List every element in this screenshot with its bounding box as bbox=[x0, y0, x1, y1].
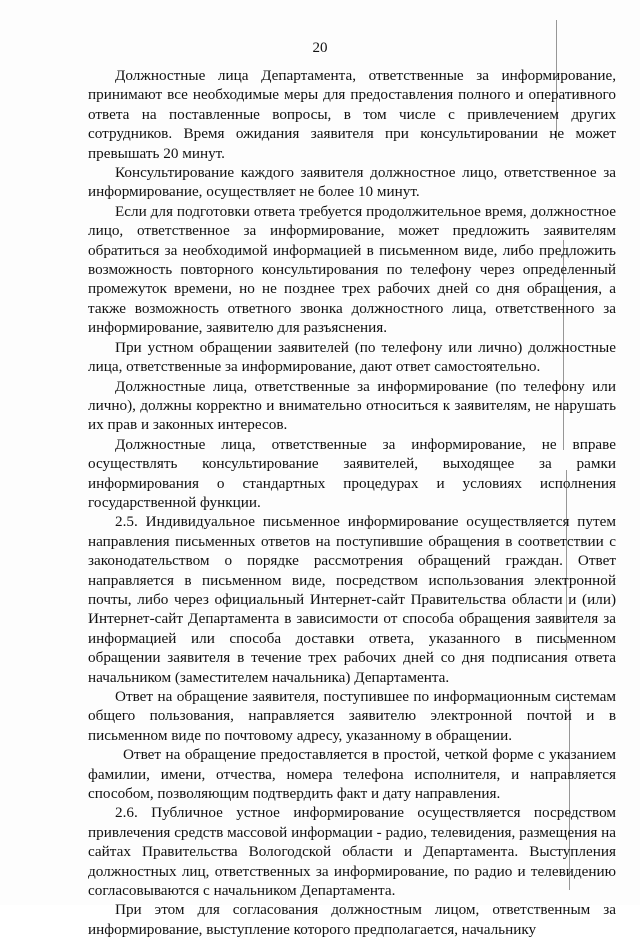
paragraph: При устном обращении заявителей (по телефону или лично) должностные лица, ответственные за информирование, дают ответ самостоятельно. bbox=[88, 338, 616, 376]
paragraph: Должностные лица Департамента, ответственные за информирование, принимают все необходимые меры для предоставления полного и оперативного ответа на поставленные вопросы, в том числе с привлечением других сотрудников. Время ожидания заявителя при консультировании не может превышать 20 минут. bbox=[88, 67, 616, 162]
paragraph: Должностные лица, ответственные за информирование, не вправе осуществлять консультирование заявителей, выходящее за рамки информирования о стандартных процедурах и условиях исполнения государственной функции. bbox=[88, 435, 616, 511]
paragraph: При этом для согласования должностным лицом, ответственным за информирование, выступление которого предполагается, начальнику bbox=[88, 901, 616, 938]
page-number: 20 bbox=[312, 40, 328, 56]
document-body bbox=[88, 66, 616, 939]
paragraph: Если для подготовки ответа требуется продолжительное время, должностное лицо, ответственное за информирование, может предложить заявителям обратиться за необходимой информацией в письменном виде, либо предложить возможность повторного консультирования по телефону через определенный промежуток времени, но не позднее трех рабочих дней со дня обращения, а также возможность ответного звонка должностного лица, ответственного за информирование, заявителю для разъяснения. bbox=[88, 202, 616, 337]
paragraph-section-2-6: 2.6. Публичное устное информирование осуществляется посредством привлечения средств массовой информации - радио, телевидения, размещения на сайтах Правительства Вологодской области и Департамента. Выступления должностных лиц, ответственных за информирование, по радио и телевидению согласовываются с начальником Департамента. bbox=[88, 804, 616, 900]
paragraph: Должностные лица, ответственные за информирование (по телефону или лично), должны корректно и внимательно относиться к заявителям, не нарушать их прав и законных интересов. bbox=[88, 377, 616, 434]
paragraph: Консультирование каждого заявителя должностное лицо, ответственное за информирование, осуществляет не более 10 минут. bbox=[88, 164, 616, 201]
paragraph-section-2-5: 2.5. Индивидуальное письменное информирование осуществляется путем направления письменных ответов на поступившие обращения в соответствии с законодательством о порядке рассмотрения обращений граждан. Ответ направляется в письменном виде, посредством использования электронной почты, либо через официальный Интернет-сайт Правительства области и (или) Интернет-сайт Департамента в зависимости от способа обращения заявителя за информацией или способа доставки ответа, указанного в письменном обращении заявителя в течение трех рабочих дней со дня подписания ответа начальником (заместителем начальника) Департамента. bbox=[88, 513, 616, 686]
paragraph: Ответ на обращение заявителя, поступившее по информационным системам общего пользования, направляется заявителю электронной почтой и в письменном виде по почтовому адресу, указанному в обращении. bbox=[88, 688, 616, 744]
paragraph: Ответ на обращение предоставляется в простой, четкой форме с указанием фамилии, имени, отчества, номера телефона исполнителя, и направляется способом, позволяющим подтвердить факт и дату направления. bbox=[88, 746, 616, 803]
